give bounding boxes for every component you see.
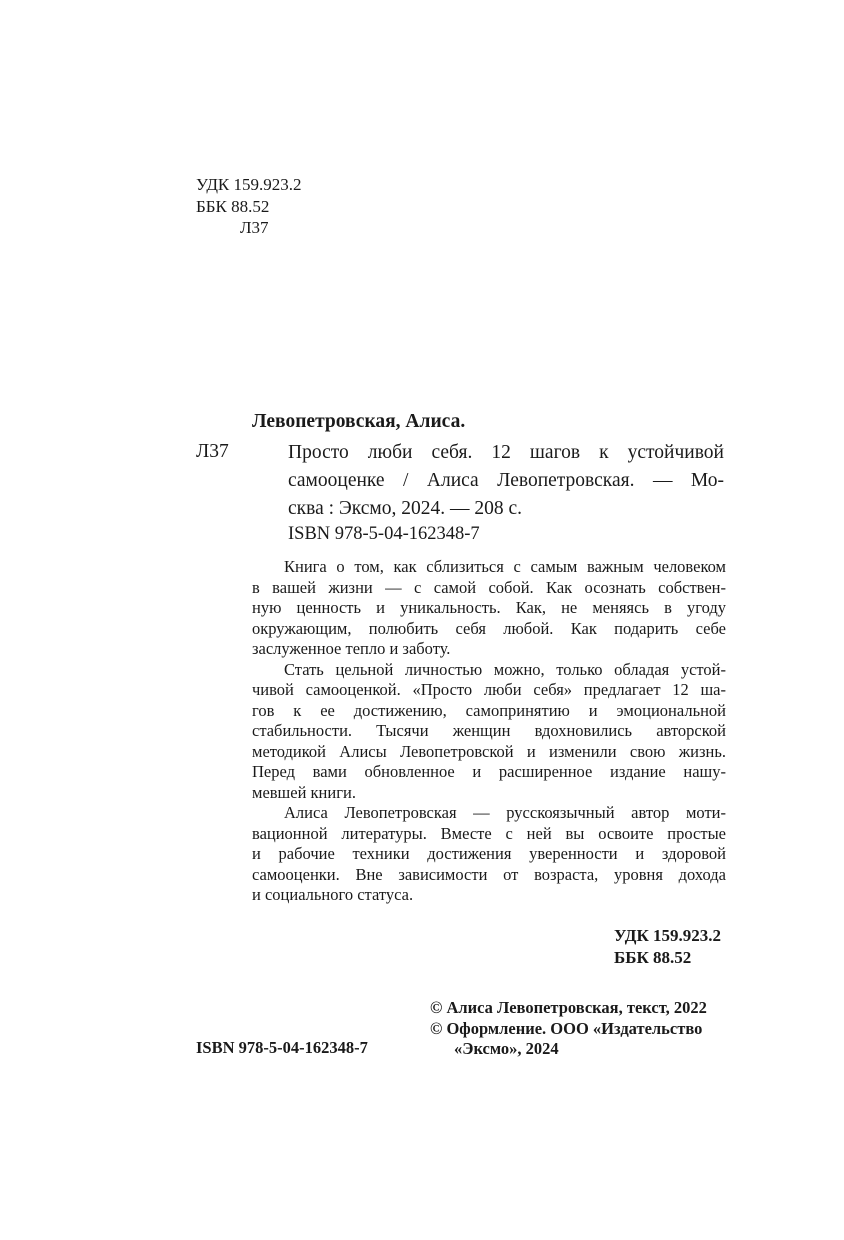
annotation-line: и социального статуса. (252, 885, 414, 904)
copyright-text: © Алиса Левопетровская, текст, 2022 (430, 998, 707, 1017)
bbk-code-bottom: ББК 88.52 (614, 947, 692, 967)
annotation-line: окружающим, полюбить себя любой. Как подарить себе (252, 618, 726, 638)
udk-code-bottom: УДК 159.923.2 (614, 926, 722, 945)
author-mark-code: Л37 (240, 218, 269, 237)
entry-author-mark: Л37 (196, 441, 229, 462)
copyright-block (430, 998, 707, 1060)
bibliographic-description (288, 439, 724, 523)
entry-isbn: ISBN 978-5-04-162348-7 (288, 524, 480, 544)
annotation-line: вационной литературы. Вместе с ней вы освоите простые (252, 823, 726, 843)
annotation-line: Алиса Левопетровская — русскоязычный автор моти- (284, 803, 726, 822)
annotation (252, 557, 726, 906)
annotation-line: и рабочие техники достижения уверенности и здоровой (252, 844, 726, 863)
annotation-line: в вашей жизни — с самой собой. Как осознать собствен- (252, 577, 726, 597)
bib-line: самооценке / Алиса Левопетровская. — Мо- (288, 470, 724, 491)
copyright-design: © Оформление. ООО «Издательство (430, 1018, 703, 1038)
copyright-design-cont: «Эксмо», 2024 (454, 1039, 559, 1058)
annotation-line: мевшей книги. (252, 782, 356, 802)
annotation-line: самооценки. Вне зависимости от возраста, уровня дохода (252, 864, 726, 884)
annotation-line: Стать цельной личностью можно, только обладая устой- (284, 659, 726, 679)
bottom-isbn: ISBN 978-5-04-162348-7 (196, 1038, 368, 1057)
annotation-line: Книга о том, как сблизиться с самым важным человеком (284, 557, 726, 576)
annotation-line: заслуженное тепло и заботу. (252, 639, 451, 658)
bottom-classification-codes (614, 925, 721, 968)
annotation-line: методикой Алисы Левопетровской и изменили свою жизнь. (252, 741, 726, 761)
top-classification-codes (196, 174, 302, 239)
annotation-line: стабильности. Тысячи женщин вдохновились авторской (252, 721, 726, 740)
udk-code: УДК 159.923.2 (196, 175, 302, 194)
bib-line: сква : Эксмо, 2024. — 208 с. (288, 498, 523, 519)
annotation-line: ную ценность и уникальность. Как, не меняясь в угоду (252, 598, 726, 617)
entry-author: Левопетровская, Алиса. (252, 411, 466, 432)
annotation-line: гов к ее достижению, самопринятию и эмоциональной (252, 700, 726, 720)
annotation-line: Перед вами обновленное и расширенное издание нашу- (252, 762, 726, 781)
bbk-code: ББК 88.52 (196, 196, 270, 216)
annotation-line: чивой самооценкой. «Просто люби себя» предлагает 12 ша- (252, 680, 726, 699)
bib-line: Просто люби себя. 12 шагов к устойчивой (288, 442, 724, 463)
